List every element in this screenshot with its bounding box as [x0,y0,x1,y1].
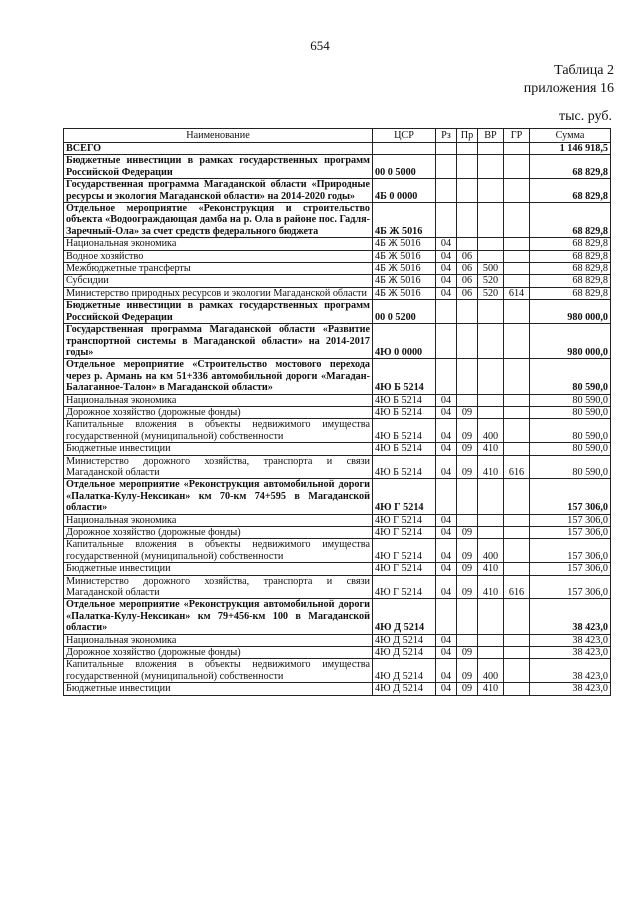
cell-pr [457,203,478,238]
table-row [64,527,611,539]
cell-gr [504,155,530,179]
cell-rz: 04 [436,647,457,659]
cell-gr [504,419,530,443]
cell-sum: 38 423,0 [530,647,611,659]
cell-pr [457,599,478,634]
cell-pr: 09 [457,659,478,683]
cell-pr: 09 [457,647,478,659]
table-row [64,155,611,179]
cell-csr: 4Ю Г 5214 [373,514,436,526]
caption-appendix: приложения 16 [523,81,614,96]
cell-gr [504,634,530,646]
cell-csr: 4Б 0 0000 [373,179,436,203]
cell-gr [504,263,530,275]
cell-gr [504,527,530,539]
cell-rz [436,203,457,238]
cell-vr: 400 [478,419,504,443]
cell-sum: 68 829,8 [530,250,611,262]
table-row [64,324,611,359]
table-row [64,479,611,514]
cell-sum: 68 829,8 [530,203,611,238]
cell-name: Капитальные вложения в объекты недвижимого имущества государственной (муниципальной) собственности [64,419,373,443]
page-number: 654 [310,38,330,53]
cell-name: Бюджетные инвестиции [64,563,373,575]
cell-pr: 09 [457,683,478,695]
cell-gr [504,203,530,238]
cell-pr: 09 [457,563,478,575]
cell-sum: 157 306,0 [530,514,611,526]
cell-sum: 1 146 918,5 [530,143,611,155]
cell-pr [457,479,478,514]
cell-name: Государственная программа Магаданской области «Развитие транспортной системы в Магаданской области» на 2014-2017 годы» [64,324,373,359]
cell-pr: 06 [457,275,478,287]
cell-rz: 04 [436,455,457,479]
cell-vr [478,479,504,514]
header-rz: Рз [436,129,457,143]
cell-vr [478,238,504,250]
cell-sum: 157 306,0 [530,527,611,539]
cell-vr [478,647,504,659]
cell-sum: 38 423,0 [530,659,611,683]
cell-name: Межбюджетные трансферты [64,263,373,275]
cell-gr [504,514,530,526]
table-row [64,563,611,575]
cell-name: Субсидии [64,275,373,287]
cell-csr: 4Б Ж 5016 [373,238,436,250]
cell-csr: 4Б Ж 5016 [373,275,436,287]
cell-rz: 04 [436,406,457,418]
cell-name: Капитальные вложения в объекты недвижимого имущества государственной (муниципальной) собственности [64,659,373,683]
cell-pr: 06 [457,287,478,299]
cell-pr [457,394,478,406]
cell-gr [504,359,530,394]
cell-rz: 04 [436,539,457,563]
cell-gr [504,394,530,406]
cell-name: Бюджетные инвестиции [64,443,373,455]
table-row [64,443,611,455]
cell-gr [504,539,530,563]
cell-gr [504,275,530,287]
cell-rz [436,300,457,324]
cell-rz [436,179,457,203]
cell-vr [478,359,504,394]
cell-csr: 4Ю Б 5214 [373,455,436,479]
header-row [64,129,611,143]
cell-pr: 09 [457,455,478,479]
cell-gr [504,143,530,155]
table-row [64,659,611,683]
cell-gr [504,647,530,659]
cell-pr [457,634,478,646]
table-row [64,575,611,599]
cell-gr [504,324,530,359]
cell-sum: 38 423,0 [530,634,611,646]
table-row [64,203,611,238]
cell-sum: 80 590,0 [530,419,611,443]
cell-pr [457,238,478,250]
cell-csr: 4Ю Г 5214 [373,539,436,563]
cell-vr [478,250,504,262]
cell-pr [457,324,478,359]
cell-pr: 09 [457,527,478,539]
cell-csr: 4Ю Д 5214 [373,683,436,695]
cell-csr: 4Ю Б 5214 [373,406,436,418]
cell-vr [478,203,504,238]
cell-rz: 04 [436,443,457,455]
cell-sum: 157 306,0 [530,575,611,599]
cell-csr: 4Ю Г 5214 [373,563,436,575]
cell-vr: 410 [478,443,504,455]
cell-rz: 04 [436,683,457,695]
cell-name: Отдельное мероприятие «Реконструкция автомобильной дороги «Палатка-Кулу-Нексикан» км 79+456-км 100 в Магаданской области» [64,599,373,634]
header-sum: Сумма [530,129,611,143]
cell-gr [504,406,530,418]
cell-rz: 04 [436,275,457,287]
header-csr: ЦСР [373,129,436,143]
cell-vr [478,143,504,155]
table-row [64,394,611,406]
cell-rz [436,143,457,155]
cell-vr [478,394,504,406]
cell-csr [373,143,436,155]
table-row [64,647,611,659]
cell-gr: 614 [504,287,530,299]
cell-gr [504,599,530,634]
cell-rz [436,599,457,634]
header-name: Наименование [64,129,373,143]
cell-pr: 06 [457,250,478,262]
cell-csr: 4Ю Д 5214 [373,599,436,634]
cell-name: Национальная экономика [64,634,373,646]
cell-sum: 68 829,8 [530,155,611,179]
cell-gr [504,300,530,324]
cell-vr [478,155,504,179]
cell-csr: 4Ю Б 5214 [373,394,436,406]
table-row [64,514,611,526]
cell-csr: 4Ю Б 5214 [373,419,436,443]
cell-name: Национальная экономика [64,238,373,250]
cell-csr: 4Ю Д 5214 [373,634,436,646]
cell-sum: 38 423,0 [530,599,611,634]
cell-rz: 04 [436,514,457,526]
cell-gr: 616 [504,575,530,599]
cell-name: Министерство дорожного хозяйства, транспорта и связи Магаданской области [64,455,373,479]
table-row [64,287,611,299]
cell-csr: 4Ю Б 5214 [373,359,436,394]
cell-name: ВСЕГО [64,143,373,155]
cell-csr: 00 0 5200 [373,300,436,324]
cell-csr: 4Ю Г 5214 [373,527,436,539]
budget-table [63,128,611,696]
table-row [64,539,611,563]
cell-rz: 04 [436,419,457,443]
cell-sum: 68 829,8 [530,263,611,275]
cell-csr: 4Б Ж 5016 [373,203,436,238]
cell-gr [504,250,530,262]
cell-name: Водное хозяйство [64,250,373,262]
table-row [64,143,611,155]
cell-name: Бюджетные инвестиции [64,683,373,695]
cell-sum: 80 590,0 [530,359,611,394]
table-row [64,599,611,634]
cell-sum: 68 829,8 [530,179,611,203]
cell-pr [457,179,478,203]
table-caption [524,62,614,98]
cell-rz: 04 [436,287,457,299]
cell-pr: 09 [457,539,478,563]
header-pr: Пр [457,129,478,143]
cell-vr: 400 [478,539,504,563]
cell-vr: 520 [478,287,504,299]
cell-rz: 04 [436,250,457,262]
cell-pr [457,143,478,155]
cell-name: Отдельное мероприятие «Реконструкция автомобильной дороги «Палатка-Кулу-Нексикан» км 70-км 74+595 в Магаданской области» [64,479,373,514]
cell-rz: 04 [436,263,457,275]
cell-sum: 80 590,0 [530,443,611,455]
table-row [64,263,611,275]
table-row [64,300,611,324]
cell-sum: 980 000,0 [530,300,611,324]
caption-table-number: Таблица 2 [554,63,614,78]
table-row [64,238,611,250]
cell-gr [504,443,530,455]
cell-name: Дорожное хозяйство (дорожные фонды) [64,647,373,659]
cell-gr [504,563,530,575]
cell-gr [504,238,530,250]
cell-name: Дорожное хозяйство (дорожные фонды) [64,527,373,539]
cell-vr [478,406,504,418]
cell-rz: 04 [436,575,457,599]
cell-csr: 4Ю Д 5214 [373,647,436,659]
cell-vr: 410 [478,575,504,599]
cell-name: Отдельное мероприятие «Строительство мостового перехода через р. Армань на км 51+336 автомобильной дороги «Магадан-Балаганное-Талон» в Магаданской области» [64,359,373,394]
cell-vr: 520 [478,275,504,287]
cell-csr: 4Б Ж 5016 [373,250,436,262]
table-row [64,634,611,646]
cell-gr: 616 [504,455,530,479]
cell-sum: 980 000,0 [530,324,611,359]
table-row [64,359,611,394]
cell-vr [478,514,504,526]
cell-rz [436,155,457,179]
table-body [64,143,611,696]
cell-name: Бюджетные инвестиции в рамках государственных программ Российской Федерации [64,155,373,179]
cell-pr: 09 [457,575,478,599]
cell-pr: 06 [457,263,478,275]
table-row [64,455,611,479]
cell-vr [478,179,504,203]
cell-name: Национальная экономика [64,394,373,406]
table-row [64,179,611,203]
cell-rz: 04 [436,238,457,250]
header-vr: ВР [478,129,504,143]
cell-pr: 09 [457,419,478,443]
cell-name: Министерство природных ресурсов и экологии Магаданской области [64,287,373,299]
cell-name: Государственная программа Магаданской области «Природные ресурсы и экология Магаданской области» на 2014-2020 годы» [64,179,373,203]
table-row [64,250,611,262]
cell-name: Бюджетные инвестиции в рамках государственных программ Российской Федерации [64,300,373,324]
cell-sum: 68 829,8 [530,287,611,299]
cell-csr: 4Б Ж 5016 [373,263,436,275]
cell-vr [478,599,504,634]
cell-csr: 4Ю Б 5214 [373,443,436,455]
cell-vr: 410 [478,563,504,575]
cell-vr [478,527,504,539]
table-row [64,406,611,418]
cell-pr [457,155,478,179]
cell-name: Министерство дорожного хозяйства, транспорта и связи Магаданской области [64,575,373,599]
cell-sum: 38 423,0 [530,683,611,695]
cell-csr: 00 0 5000 [373,155,436,179]
cell-vr: 410 [478,455,504,479]
cell-sum: 68 829,8 [530,275,611,287]
cell-csr: 4Ю Г 5214 [373,575,436,599]
cell-gr [504,479,530,514]
cell-name: Национальная экономика [64,514,373,526]
cell-rz: 04 [436,394,457,406]
cell-pr [457,514,478,526]
cell-rz [436,324,457,359]
cell-csr: 4Ю Г 5214 [373,479,436,514]
cell-sum: 80 590,0 [530,394,611,406]
cell-vr [478,324,504,359]
cell-sum: 157 306,0 [530,539,611,563]
cell-sum: 157 306,0 [530,563,611,575]
cell-vr [478,300,504,324]
cell-vr: 400 [478,659,504,683]
cell-name: Капитальные вложения в объекты недвижимого имущества государственной (муниципальной) собственности [64,539,373,563]
cell-vr: 410 [478,683,504,695]
cell-rz: 04 [436,659,457,683]
cell-gr [504,659,530,683]
cell-rz [436,359,457,394]
table-row [64,683,611,695]
cell-sum: 68 829,8 [530,238,611,250]
cell-gr [504,179,530,203]
cell-vr: 500 [478,263,504,275]
cell-vr [478,634,504,646]
cell-rz: 04 [436,563,457,575]
cell-csr: 4Ю Д 5214 [373,659,436,683]
cell-pr: 09 [457,406,478,418]
cell-gr [504,683,530,695]
cell-csr: 4Б Ж 5016 [373,287,436,299]
cell-sum: 157 306,0 [530,479,611,514]
header-gr: ГР [504,129,530,143]
cell-name: Отдельное мероприятие «Реконструкция и строительство объекта «Водоограждающая дамба на р. Ола в районе пос. Гадля-Заречный-Ола» за счет средств федерального бюджета [64,203,373,238]
cell-pr [457,300,478,324]
cell-sum: 80 590,0 [530,406,611,418]
cell-rz: 04 [436,634,457,646]
table-row [64,275,611,287]
cell-rz: 04 [436,527,457,539]
cell-csr: 4Ю 0 0000 [373,324,436,359]
cell-pr [457,359,478,394]
units-label: тыс. руб. [559,109,612,124]
cell-pr: 09 [457,443,478,455]
cell-name: Дорожное хозяйство (дорожные фонды) [64,406,373,418]
cell-rz [436,479,457,514]
cell-sum: 80 590,0 [530,455,611,479]
table-row [64,419,611,443]
